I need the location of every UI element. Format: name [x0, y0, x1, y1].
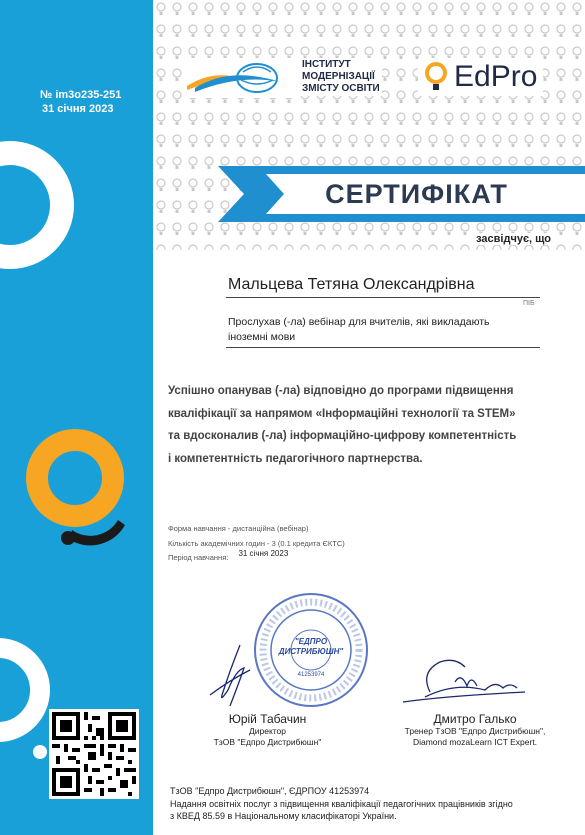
- achievement-line3: та вдосконалив (-ла) інформаційно-цифрову компетентність: [168, 430, 517, 442]
- achievement-line4: і компетентність педагогічного партнерства.: [168, 452, 423, 465]
- course-line1: Прослухав (-ла) вебінар для вчителів, які викладають: [228, 316, 490, 328]
- signer-trainer-title: Diamond mozaLearn ICT Expert.: [412, 737, 538, 747]
- signer-director: [185, 712, 350, 748]
- stamp-center-line2: ДИСТРИБЮШН": [278, 647, 344, 656]
- white-dot: [33, 745, 47, 759]
- course-description: [228, 315, 528, 345]
- certificate-date: 31 січня 2023: [42, 103, 114, 115]
- recipient-name: Мальцева Тетяна Олександрівна: [228, 276, 475, 293]
- white-ring-top: [0, 153, 62, 257]
- achievement-line1: Успішно опанував (-ла) відповідно до програми підвищення: [168, 385, 514, 397]
- signer-trainer-name: Дмитро Галько: [433, 712, 517, 726]
- imzo-logo-text: [300, 58, 382, 96]
- edpro-logo-text: EdPro: [454, 60, 538, 93]
- course-line2: іноземні мови: [228, 331, 296, 343]
- study-period-label: Період навчання:: [168, 553, 229, 562]
- orange-ring: [37, 440, 113, 516]
- trainer-signature: [395, 652, 530, 712]
- imzo-line1: ІНСТИТУТ: [302, 59, 351, 70]
- signer-trainer-role: Тренер ТзОВ "Едпро Дистрибюшн",: [404, 726, 546, 736]
- edpro-bulb-icon: [424, 60, 448, 94]
- black-dot: [61, 531, 75, 545]
- imzo-line2: МОДЕРНІЗАЦІЇ: [302, 71, 375, 82]
- qr-code-pattern: [52, 712, 136, 796]
- title-banner: [218, 166, 585, 222]
- certificate-number-block: [40, 88, 121, 116]
- study-period: [168, 549, 289, 562]
- confirms-text: засвідчує, що: [476, 233, 551, 245]
- imzo-line3: ЗМІСТУ ОСВІТИ: [302, 83, 380, 94]
- footer-line3: з КВЕД 85.59 в Національному класифікаторі України.: [170, 811, 397, 821]
- signer-trainer: [375, 712, 575, 748]
- name-underline: [226, 297, 540, 298]
- footer-line1: ТзОВ "Едпро Дистрибюшн", ЄДРПОУ 41253974: [170, 786, 370, 796]
- footer-line2: Надання освітніх послуг з підвищення кваліфікації педагогічних працівників згідно: [170, 798, 513, 809]
- achievement-text: [168, 380, 568, 470]
- stamp-center-line1: "ЕДПРО: [294, 637, 328, 646]
- director-signature: [200, 640, 270, 710]
- achievement-line2: кваліфікації за напрямом «Інформаційні технології та STEM»: [168, 407, 516, 420]
- stamp-code: 41253974: [297, 672, 325, 678]
- study-period-value: 31 січня 2023: [238, 549, 289, 558]
- signer-director-org: ТзОВ "Едпро Дистрибюшн": [213, 737, 322, 747]
- name-caption: ПІБ: [523, 300, 535, 307]
- qr-code[interactable]: [49, 709, 139, 799]
- study-form: Форма навчання - дистанційна (вебінар): [168, 524, 309, 533]
- edpro-logo: [418, 58, 543, 96]
- white-ring-bottom: [0, 648, 40, 732]
- stamp-seal: [253, 592, 369, 708]
- footer-legal: [170, 785, 580, 823]
- academic-hours: Кількість академічних годин - 3 (0.1 кредита ЄКТС): [168, 539, 345, 548]
- signer-director-role: Директор: [248, 726, 287, 736]
- signer-director-name: Юрій Табачин: [228, 712, 307, 726]
- certificate-title: СЕРТИФІКАТ: [325, 178, 508, 209]
- course-underline: [226, 347, 540, 348]
- certificate-number: № im3o235-251: [40, 89, 122, 101]
